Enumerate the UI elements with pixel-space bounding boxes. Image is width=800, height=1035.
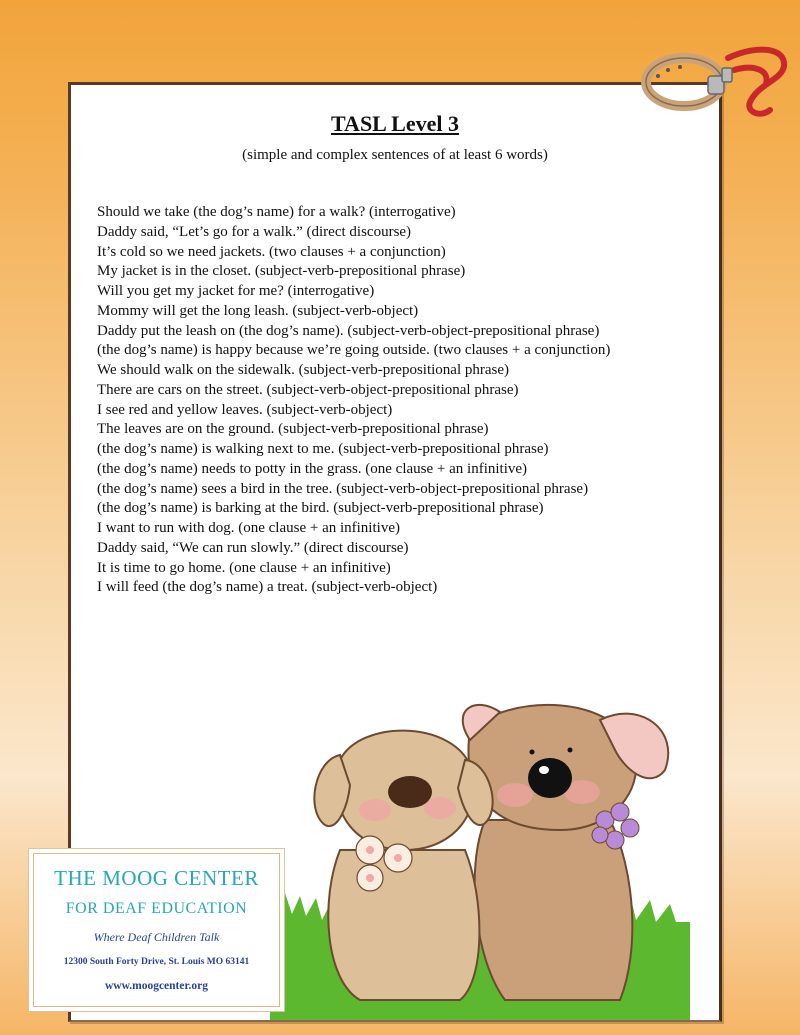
- sentence-item: Daddy said, “Let’s go for a walk.” (direct discourse): [97, 223, 412, 240]
- moog-center-logo: [33, 853, 280, 1007]
- page-subtitle: (simple and complex sentences of at least 6 words): [242, 147, 548, 163]
- sentence-item: The leaves are on the ground. (subject-verb-prepositional phrase): [97, 421, 489, 438]
- sentence-item: (the dog’s name) is happy because we’re going outside. (two clauses + a conjunction): [97, 342, 611, 359]
- logo-name-line: THE MOOG CENTER: [54, 866, 259, 890]
- sentence-item: (the dog’s name) is barking at the bird. (subject-verb-prepositional phrase): [97, 500, 544, 517]
- logo-website-link[interactable]: www.moogcenter.org: [104, 980, 209, 992]
- sentence-item: We should walk on the sidewalk. (subject-verb-prepositional phrase): [97, 362, 510, 378]
- sentence-item: (the dog’s name) is walking next to me. (subject-verb-prepositional phrase): [97, 441, 549, 457]
- sentence-item: Daddy said, “We can run slowly.” (direct discourse): [97, 539, 409, 556]
- sentence-item: Mommy will get the long leash. (subject-verb-object): [97, 302, 419, 319]
- sentence-item: Will you get my jacket for me? (interrogative): [97, 283, 375, 299]
- sentence-item: (the dog’s name) needs to potty in the grass. (one clause + an infinitive): [97, 460, 528, 477]
- sentence-item: I want to run with dog. (one clause + an infinitive): [97, 520, 400, 536]
- page-title: TASL Level 3: [331, 111, 459, 136]
- dog-collar-and-leash-icon: [638, 40, 788, 120]
- sentence-item: It is time to go home. (one clause + an infinitive): [97, 559, 391, 576]
- sentence-item: Should we take (the dog’s name) for a walk? (interrogative): [97, 204, 456, 220]
- sentence-item: I see red and yellow leaves. (subject-verb-object): [97, 401, 393, 418]
- sentence-item: There are cars on the street. (subject-verb-object-prepositional phrase): [97, 381, 519, 398]
- logo-address: 12300 South Forty Drive, St. Louis MO 63141: [63, 957, 250, 967]
- sentence-item: Daddy put the leash on (the dog’s name). (subject-verb-object-prepositional phrase): [97, 322, 600, 339]
- sentence-item: It’s cold so we need jackets. (two clauses + a conjunction): [97, 243, 446, 260]
- two-puppies-with-flowers-illustration: [270, 700, 690, 1020]
- sentence-list: [97, 203, 697, 598]
- logo-subtitle-line: FOR DEAF EDUCATION: [65, 900, 248, 917]
- sentence-item: I will feed (the dog’s name) a treat. (subject-verb-object): [97, 579, 438, 596]
- logo-tagline: Where Deaf Children Talk: [93, 930, 220, 944]
- sentence-item: My jacket is in the closet. (subject-verb-prepositional phrase): [97, 263, 466, 280]
- sentence-item: (the dog’s name) sees a bird in the tree. (subject-verb-object-prepositional phrase): [97, 480, 589, 497]
